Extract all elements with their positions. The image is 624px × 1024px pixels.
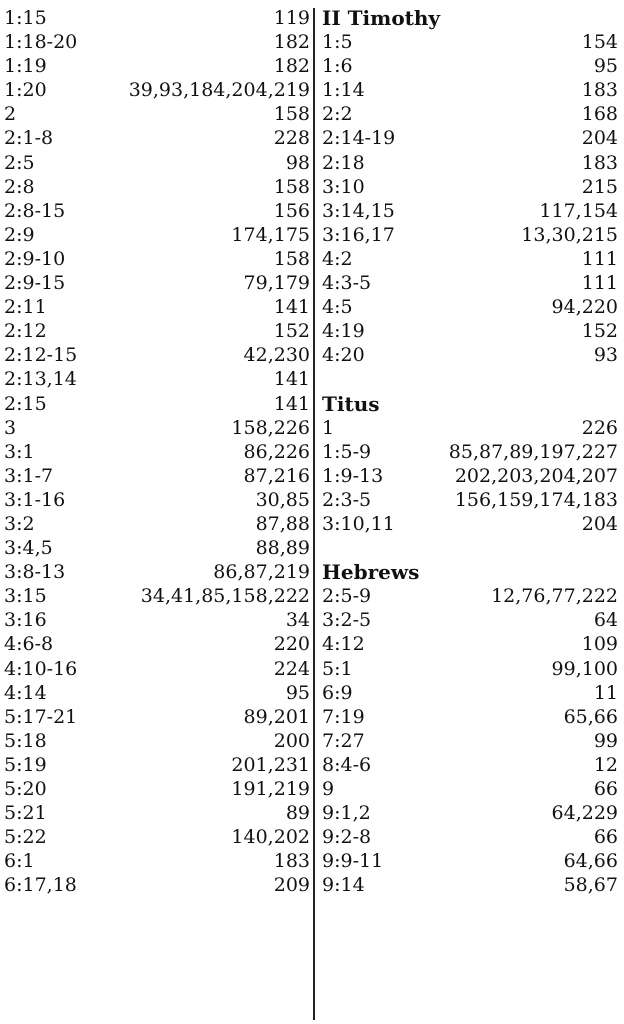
book-heading: II Timothy bbox=[322, 6, 441, 30]
verse-reference: 4:20 bbox=[322, 344, 365, 367]
index-entry bbox=[322, 488, 618, 512]
index-entry bbox=[4, 367, 310, 391]
index-entry bbox=[4, 295, 310, 319]
verse-reference: 1:18-20 bbox=[4, 31, 78, 54]
verse-reference: 2:9-10 bbox=[4, 247, 66, 270]
verse-reference: 9:1,2 bbox=[322, 802, 371, 825]
page-numbers: 204 bbox=[581, 512, 618, 535]
verse-reference: 5:20 bbox=[4, 778, 47, 800]
verse-reference: 5:21 bbox=[4, 802, 47, 825]
verse-reference: 1:20 bbox=[4, 79, 47, 102]
page-numbers: 30,85 bbox=[255, 488, 310, 511]
verse-reference: 9:14 bbox=[322, 874, 365, 897]
index-entry bbox=[4, 175, 310, 199]
page-numbers: 220 bbox=[273, 633, 310, 656]
page-numbers: 86,226 bbox=[243, 440, 310, 463]
page-numbers: 95 bbox=[285, 681, 310, 704]
verse-reference: 3:8-13 bbox=[4, 561, 66, 584]
index-entry bbox=[322, 777, 618, 801]
index-entry bbox=[322, 512, 618, 536]
verse-reference: 3:2-5 bbox=[322, 609, 372, 632]
verse-reference: 3:4,5 bbox=[4, 537, 53, 560]
page-numbers: 141 bbox=[273, 368, 310, 391]
page-numbers: 86,87,219 bbox=[213, 561, 310, 584]
verse-reference: 3 bbox=[4, 416, 17, 439]
page-numbers: 140,202 bbox=[231, 826, 310, 849]
index-entry bbox=[4, 560, 310, 584]
page-numbers: 42,230 bbox=[243, 344, 310, 367]
index-entry bbox=[322, 247, 618, 271]
page-numbers: 34 bbox=[285, 609, 310, 632]
verse-reference: 3:14,15 bbox=[322, 199, 395, 222]
page-numbers: 182 bbox=[273, 31, 310, 54]
index-entry bbox=[322, 464, 618, 488]
index-entry bbox=[4, 536, 310, 560]
page-numbers: 65,66 bbox=[563, 705, 618, 728]
index-entry bbox=[4, 271, 310, 295]
verse-reference: 2:5 bbox=[4, 151, 35, 174]
index-entry bbox=[4, 873, 310, 897]
verse-reference: 2:8-15 bbox=[4, 199, 66, 222]
index-entry bbox=[322, 175, 618, 199]
index-entry bbox=[322, 30, 618, 54]
index-entry bbox=[4, 753, 310, 777]
page-numbers: 204 bbox=[581, 127, 618, 150]
index-entry bbox=[322, 54, 618, 78]
page-numbers: 224 bbox=[273, 657, 310, 680]
verse-reference: 2:13,14 bbox=[4, 368, 77, 391]
page-numbers: 183 bbox=[581, 79, 618, 102]
page-numbers: 156 bbox=[273, 199, 310, 222]
index-entry bbox=[322, 199, 618, 223]
verse-reference: 2:9 bbox=[4, 223, 35, 246]
page-numbers: 99,100 bbox=[551, 657, 618, 680]
page-numbers: 93 bbox=[593, 344, 618, 367]
page-numbers: 64,229 bbox=[551, 802, 618, 825]
verse-reference: 2:12 bbox=[4, 320, 47, 343]
verse-reference: 7:27 bbox=[322, 729, 365, 752]
page-numbers: 109 bbox=[581, 633, 618, 656]
index-entry bbox=[4, 416, 310, 440]
index-entry bbox=[4, 584, 310, 608]
section-spacer bbox=[322, 367, 618, 391]
index-entry bbox=[4, 705, 310, 729]
verse-reference: 2:9-15 bbox=[4, 272, 66, 295]
page-numbers: 34,41,85,158,222 bbox=[140, 585, 310, 608]
index-entry bbox=[4, 6, 310, 30]
page-numbers: 158 bbox=[273, 103, 310, 126]
index-entry bbox=[322, 681, 618, 705]
page-numbers: 79,179 bbox=[243, 272, 310, 295]
page-numbers: 183 bbox=[273, 850, 310, 873]
index-entry bbox=[322, 416, 618, 440]
verse-reference: 9:2-8 bbox=[322, 826, 372, 849]
index-entry bbox=[4, 608, 310, 632]
index-entry bbox=[4, 849, 310, 873]
index-entry bbox=[4, 78, 310, 102]
index-entry bbox=[322, 705, 618, 729]
page-numbers: 111 bbox=[581, 247, 618, 270]
page-numbers: 168 bbox=[581, 103, 618, 126]
page-numbers: 154 bbox=[581, 31, 618, 54]
index-entry bbox=[322, 608, 618, 632]
book-heading: Titus bbox=[322, 391, 380, 416]
verse-reference: 5:1 bbox=[322, 657, 353, 680]
page-numbers: 183 bbox=[581, 151, 618, 174]
index-entry bbox=[4, 729, 310, 753]
page-numbers: 95 bbox=[593, 55, 618, 78]
verse-reference: 8:4-6 bbox=[322, 753, 372, 776]
index-entry bbox=[4, 657, 310, 681]
verse-reference: 3:10,11 bbox=[322, 512, 395, 535]
verse-reference: 6:9 bbox=[322, 681, 353, 704]
index-entry bbox=[4, 777, 310, 801]
page-numbers: 202,203,204,207 bbox=[454, 464, 618, 487]
index-entry bbox=[322, 440, 618, 464]
verse-reference: 6:1 bbox=[4, 850, 35, 873]
index-entry bbox=[322, 729, 618, 753]
index-entry bbox=[4, 681, 310, 705]
verse-reference: 4:5 bbox=[322, 296, 353, 319]
verse-reference: 4:14 bbox=[4, 681, 47, 704]
book-heading: Hebrews bbox=[322, 560, 420, 585]
index-entry bbox=[4, 392, 310, 416]
index-entry bbox=[4, 126, 310, 150]
page-numbers: 174,175 bbox=[231, 223, 310, 246]
page-numbers: 201,231 bbox=[231, 753, 310, 776]
verse-reference: 1:14 bbox=[322, 79, 365, 102]
index-entry bbox=[322, 753, 618, 777]
index-entry bbox=[322, 78, 618, 102]
index-entry bbox=[322, 873, 618, 897]
verse-reference: 3:1 bbox=[4, 440, 35, 463]
index-entry bbox=[4, 632, 310, 656]
page-numbers: 226 bbox=[581, 416, 618, 439]
page-numbers: 215 bbox=[581, 175, 618, 198]
right-index-column bbox=[322, 6, 618, 897]
page-numbers: 66 bbox=[593, 826, 618, 849]
verse-reference: 5:17-21 bbox=[4, 705, 78, 728]
index-entry bbox=[322, 657, 618, 681]
index-entry bbox=[4, 440, 310, 464]
page-numbers: 64 bbox=[593, 609, 618, 632]
index-entry bbox=[4, 319, 310, 343]
verse-reference: 2:11 bbox=[4, 296, 47, 319]
verse-reference: 2:1-8 bbox=[4, 127, 54, 150]
page-numbers: 85,87,89,197,227 bbox=[448, 440, 618, 463]
verse-reference: 2 bbox=[4, 103, 17, 126]
index-entry bbox=[322, 849, 618, 873]
index-entry bbox=[322, 102, 618, 126]
page-numbers: 87,216 bbox=[243, 464, 310, 487]
verse-reference: 9:9-11 bbox=[322, 850, 384, 873]
index-entry bbox=[4, 223, 310, 247]
verse-reference: 3:1-7 bbox=[4, 464, 54, 487]
verse-reference: 4:3-5 bbox=[322, 272, 372, 295]
index-entry bbox=[322, 319, 618, 343]
page-numbers: 158 bbox=[273, 247, 310, 270]
verse-reference: 9 bbox=[322, 778, 335, 800]
page-numbers: 209 bbox=[273, 874, 310, 897]
verse-reference: 3:16,17 bbox=[322, 223, 395, 246]
verse-reference: 5:18 bbox=[4, 729, 47, 752]
index-entry bbox=[322, 343, 618, 367]
page-numbers: 200 bbox=[273, 729, 310, 752]
index-entry bbox=[322, 295, 618, 319]
verse-reference: 2:12-15 bbox=[4, 344, 78, 367]
verse-reference: 1:9-13 bbox=[322, 464, 384, 487]
index-entry bbox=[322, 271, 618, 295]
verse-reference: 3:2 bbox=[4, 512, 35, 535]
verse-reference: 3:1-16 bbox=[4, 488, 66, 511]
page-numbers: 39,93,184,204,219 bbox=[128, 79, 310, 102]
verse-reference: 1:19 bbox=[4, 55, 47, 78]
page-numbers: 117,154 bbox=[539, 199, 618, 222]
index-entry bbox=[322, 126, 618, 150]
index-entry bbox=[322, 584, 618, 608]
verse-reference: 1:5-9 bbox=[322, 440, 372, 463]
page-numbers: 11 bbox=[593, 681, 618, 704]
verse-reference: 4:6-8 bbox=[4, 633, 54, 656]
column-divider bbox=[313, 8, 315, 1020]
index-entry bbox=[4, 247, 310, 271]
page-numbers: 12,76,77,222 bbox=[491, 585, 618, 608]
verse-reference: 3:16 bbox=[4, 609, 47, 632]
page-numbers: 152 bbox=[273, 320, 310, 343]
page-numbers: 13,30,215 bbox=[521, 223, 618, 246]
page-numbers: 182 bbox=[273, 55, 310, 78]
left-index-column bbox=[4, 6, 310, 897]
page-numbers: 191,219 bbox=[231, 778, 310, 800]
index-entry bbox=[4, 464, 310, 488]
verse-reference: 2:18 bbox=[322, 151, 365, 174]
index-entry bbox=[322, 801, 618, 825]
index-entry bbox=[4, 825, 310, 849]
page-numbers: 89 bbox=[285, 802, 310, 825]
verse-reference: 5:19 bbox=[4, 753, 47, 776]
page-numbers: 156,159,174,183 bbox=[454, 488, 618, 511]
verse-reference: 6:17,18 bbox=[4, 874, 77, 897]
verse-reference: 2:14-19 bbox=[322, 127, 396, 150]
index-entry bbox=[322, 825, 618, 849]
page-numbers: 228 bbox=[273, 127, 310, 150]
page-numbers: 98 bbox=[285, 151, 310, 174]
verse-reference: 4:12 bbox=[322, 633, 365, 656]
verse-reference: 4:10-16 bbox=[4, 657, 78, 680]
page-numbers: 89,201 bbox=[243, 705, 310, 728]
verse-reference: 2:15 bbox=[4, 392, 47, 415]
verse-reference: 1:5 bbox=[322, 31, 353, 54]
verse-reference: 5:22 bbox=[4, 826, 47, 849]
page-numbers: 141 bbox=[273, 392, 310, 415]
page-numbers: 111 bbox=[581, 272, 618, 295]
index-entry bbox=[4, 512, 310, 536]
verse-reference: 3:10 bbox=[322, 175, 365, 198]
index-entry bbox=[4, 343, 310, 367]
section-spacer bbox=[322, 536, 618, 560]
index-entry bbox=[322, 632, 618, 656]
page-numbers: 158 bbox=[273, 175, 310, 198]
verse-reference: 1 bbox=[322, 416, 335, 439]
page-numbers: 119 bbox=[273, 7, 310, 29]
verse-reference: 1:6 bbox=[322, 55, 353, 78]
page-numbers: 158,226 bbox=[231, 416, 310, 439]
index-entry bbox=[4, 30, 310, 54]
page-numbers: 94,220 bbox=[551, 296, 618, 319]
verse-reference: 1:15 bbox=[4, 7, 47, 29]
verse-reference: 2:8 bbox=[4, 175, 35, 198]
verse-reference: 2:3-5 bbox=[322, 488, 372, 511]
index-entry bbox=[322, 223, 618, 247]
page-numbers: 141 bbox=[273, 296, 310, 319]
page-numbers: 152 bbox=[581, 320, 618, 343]
page-numbers: 58,67 bbox=[563, 874, 618, 897]
index-entry bbox=[4, 151, 310, 175]
verse-reference: 2:5-9 bbox=[322, 585, 372, 608]
verse-reference: 4:19 bbox=[322, 320, 365, 343]
page-numbers: 87,88 bbox=[255, 512, 310, 535]
index-entry bbox=[4, 199, 310, 223]
verse-reference: 2:2 bbox=[322, 103, 353, 126]
verse-reference: 4:2 bbox=[322, 247, 353, 270]
page-numbers: 66 bbox=[593, 778, 618, 800]
index-entry bbox=[322, 151, 618, 175]
index-entry bbox=[4, 102, 310, 126]
index-entry bbox=[4, 54, 310, 78]
page-numbers: 88,89 bbox=[255, 537, 310, 560]
page-numbers: 64,66 bbox=[563, 850, 618, 873]
verse-reference: 3:15 bbox=[4, 585, 47, 608]
page-numbers: 99 bbox=[593, 729, 618, 752]
index-entry bbox=[4, 801, 310, 825]
page-numbers: 12 bbox=[593, 753, 618, 776]
index-entry bbox=[4, 488, 310, 512]
verse-reference: 7:19 bbox=[322, 705, 365, 728]
